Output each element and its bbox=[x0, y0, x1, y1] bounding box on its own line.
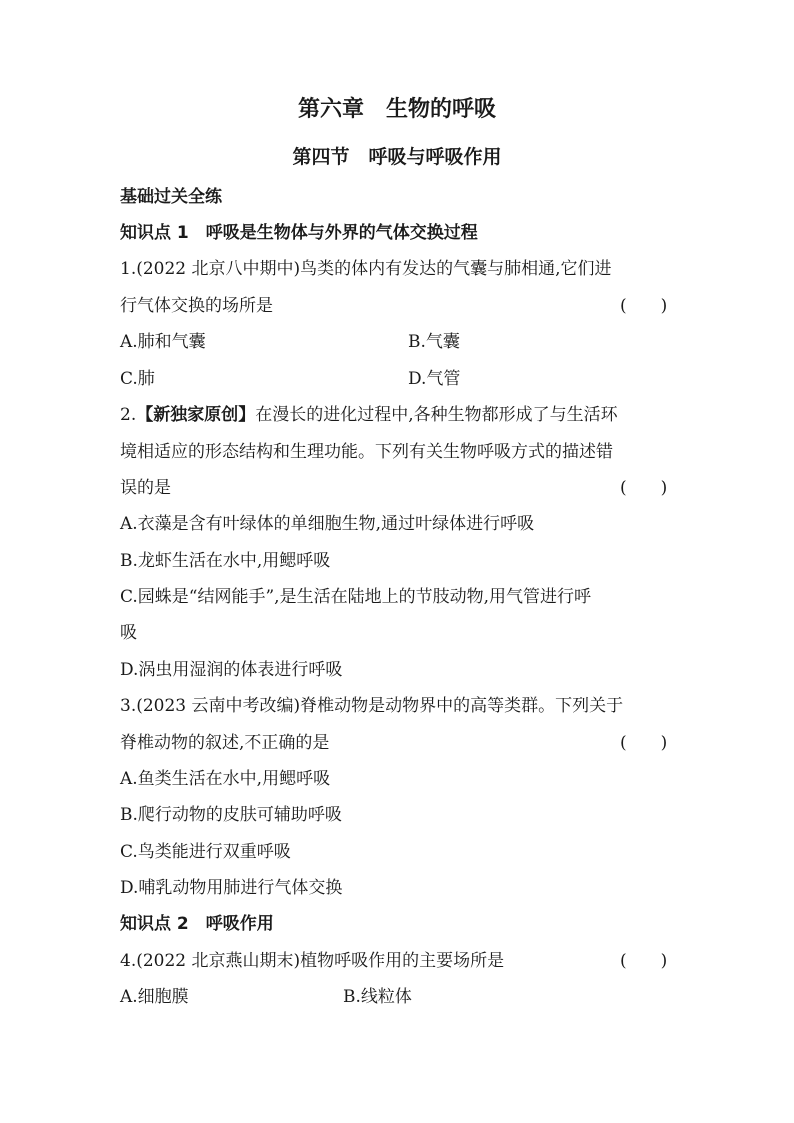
q2-line-3: 误的是 bbox=[120, 478, 171, 498]
q2-option-b: B.龙虾生活在水中,用鳃呼吸 bbox=[120, 551, 331, 571]
q3-line-2: 脊椎动物的叙述,不正确的是 bbox=[120, 733, 330, 753]
q2-line-1 bbox=[120, 403, 618, 427]
knowledge-point-2: 知识点 2 呼吸作用 bbox=[120, 914, 274, 934]
q2-tag: 【新独家原创】 bbox=[136, 405, 256, 425]
knowledge-point-1: 知识点 1 呼吸是生物体与外界的气体交换过程 bbox=[120, 223, 478, 243]
q1-answer-blank: ( ) bbox=[620, 296, 668, 316]
q2-option-d: D.涡虫用湿润的体表进行呼吸 bbox=[120, 660, 343, 680]
chapter-title: 第六章 生物的呼吸 bbox=[297, 97, 496, 122]
q3-answer-blank: ( ) bbox=[620, 733, 668, 753]
q1-option-d: D.气管 bbox=[408, 369, 461, 389]
q2-line-2: 境相适应的形态结构和生理功能。下列有关生物呼吸方式的描述错 bbox=[120, 442, 613, 462]
q3-line-1: 3.(2023 云南中考改编)脊椎动物是动物界中的高等类群。下列关于 bbox=[120, 696, 624, 716]
section-title: 第四节 呼吸与呼吸作用 bbox=[292, 146, 502, 168]
q2-option-c-cont: 吸 bbox=[120, 623, 137, 643]
q1-option-c: C.肺 bbox=[120, 369, 155, 389]
q2-answer-blank: ( ) bbox=[620, 478, 668, 498]
q1-line-2: 行气体交换的场所是 bbox=[120, 296, 273, 316]
q3-option-d: D.哺乳动物用肺进行气体交换 bbox=[120, 878, 343, 898]
q4-option-a: A.细胞膜 bbox=[120, 987, 189, 1007]
q1-line-1: 1.(2022 北京八中期中)鸟类的体内有发达的气囊与肺相通,它们进 bbox=[120, 259, 612, 279]
q2-line-1-text: 在漫长的进化过程中,各种生物都形成了与生活环 bbox=[255, 405, 618, 425]
q1-option-b: B.气囊 bbox=[408, 332, 460, 352]
q2-number: 2. bbox=[120, 405, 137, 425]
q1-option-a: A.肺和气囊 bbox=[120, 332, 206, 352]
q2-option-a: A.衣藻是含有叶绿体的单细胞生物,通过叶绿体进行呼吸 bbox=[120, 514, 535, 534]
q3-option-c: C.鸟类能进行双重呼吸 bbox=[120, 842, 291, 862]
q3-option-b: B.爬行动物的皮肤可辅助呼吸 bbox=[120, 805, 342, 825]
q3-option-a: A.鱼类生活在水中,用鳃呼吸 bbox=[120, 769, 331, 789]
q4-option-b: B.线粒体 bbox=[343, 987, 412, 1007]
q4-line-1: 4.(2022 北京燕山期末)植物呼吸作用的主要场所是 bbox=[120, 951, 505, 971]
q4-answer-blank: ( ) bbox=[620, 951, 668, 971]
practice-heading: 基础过关全练 bbox=[120, 187, 222, 207]
q2-option-c: C.园蛛是“结网能手”,是生活在陆地上的节肢动物,用气管进行呼 bbox=[120, 587, 591, 607]
